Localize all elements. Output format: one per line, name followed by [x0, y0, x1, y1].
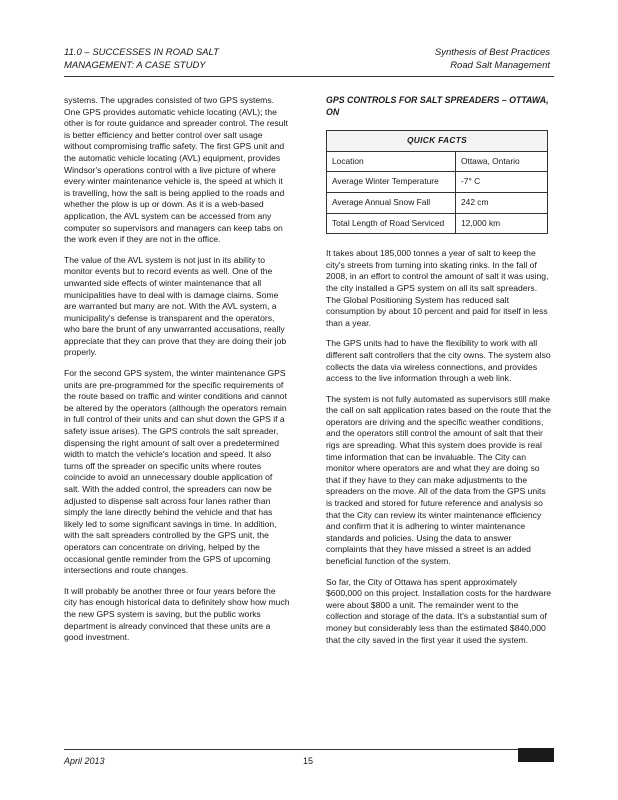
fact-label: Average Winter Temperature — [327, 172, 456, 193]
table-row — [327, 172, 548, 193]
footer-date: April 2013 — [64, 756, 105, 766]
header-left-line1: 11.0 – SUCCESSES IN ROAD SALT — [64, 47, 219, 58]
header-left — [64, 46, 219, 72]
header-right — [435, 46, 550, 72]
fact-value: -7° C — [456, 172, 548, 193]
header-left-line2: MANAGEMENT: A CASE STUDY — [64, 60, 206, 71]
left-column — [64, 95, 290, 653]
fact-value: 12,000 km — [456, 213, 548, 234]
fact-label: Location — [327, 151, 456, 172]
body-paragraph: For the second GPS system, the winter maintenance GPS units are pre-programmed for the specific requirements of the route based on traffic and winter conditions and cannot be altered by the operators (although the operators remain in full control of their units and can shut down the GPS if a safety issue arises). The GPS controls the salt spreader, dispensing the right amount of salt over a predetermined width to match the vehicle's location and speed. It also turns off the spreader on specific units where routes coincide to avoid an unnecessary double application of salt. With the added control, the spreaders can now be adjusted to dispense salt across four lanes rather than simply the lane directly behind the vehicle and that has likely led to some significant savings in time. In addition, with the salt spreaders controlled by the GPS unit, the operators can concentrate on driving, helped by the occasional gentle reminder from the GPS of upcoming intersections and route changes. — [64, 368, 287, 576]
fact-value: Ottawa, Ontario — [456, 151, 548, 172]
body-paragraph: It takes about 185,000 tonnes a year of salt to keep the city's streets from turning into skating rinks. In the fall of 2008, in an effort to control the amount of salt it was using, the city installed a GPS system on all its salt spreaders. The Global Positioning System has reduced salt consumption by about 10 percent and paid for itself in less than a year. — [326, 248, 549, 328]
body-paragraph: systems. The upgrades consisted of two GPS systems. One GPS provides automatic vehicle locating (AVL); the other is for route guidance and spreader control. The result is better efficiency and better control over salt usage without compromising traffic safety. The first GPS unit and the automatic vehicle locating (AVL) equipment, provides Windsor's operations control with a live picture of where every winter maintenance vehicle is, the speed at which it is travelling, how the salt is being applied to the roads and whether the plow is up or down. As it is a web-based application, the AVL system can be accessed from any computer so supervisors and managers can keep tabs on the work even if they are not in the office. — [64, 95, 288, 245]
header-right-line2: Road Salt Management — [450, 60, 550, 71]
table-row — [327, 213, 548, 234]
section-title: GPS CONTROLS FOR SALT SPREADERS – OTTAWA, ON — [326, 95, 549, 117]
fact-label: Average Annual Snow Fall — [327, 192, 456, 213]
right-column — [326, 95, 554, 655]
quick-facts-heading: QUICK FACTS — [327, 131, 548, 152]
header-right-line1: Synthesis of Best Practices — [434, 47, 550, 58]
fact-label: Total Length of Road Serviced — [327, 213, 456, 234]
body-paragraph: The system is not fully automated as supervisors still make the call on salt application rates based on the route that the operators are driving and the specific weather conditions, and the operators still control the amount of salt that their rigs are spreading. What this system does provide is real time information that can be invaluable. The City can monitor where operators are and what they are doing so that if they have to they can make adjustments to the spreaders on the move. All of the data from the GPS units is tracked and stored for future reference and analysis so that the City can review its winter maintenance efficiency and confirm that it is adhering to winter maintenance standards and policies. Using the data to answer complaints that they have missed a street is an added beneficial function of the system. — [326, 393, 552, 566]
body-paragraph: The value of the AVL system is not just in its ability to monitor events but to record events as well. One of the unwanted side effects of winter maintenance that all municipalities have to deal with is damage claims. Some are warranted but many are not. With the AVL system, a municipality's defense is transparent and the operators, who bare the brunt of any unwarranted accusations, really appreciate that they can prove that they are doing their job properly. — [64, 254, 287, 358]
body-paragraph: The GPS units had to have the flexibility to work with all different salt controllers that the city owns. The system also collects the data via wireless connections, and provides access to the live information through a web link. — [326, 338, 551, 384]
header-divider — [64, 76, 554, 77]
table-row — [327, 192, 548, 213]
fact-value: 242 cm — [456, 192, 548, 213]
body-paragraph: It will probably be another three or four years before the city has enough historical data to definitely show how much the new GPS system is saving, but the public works department is already convinced that these units are a good investment. — [64, 585, 290, 643]
page-number: 15 — [303, 756, 314, 766]
table-row — [327, 151, 548, 172]
footer-divider — [64, 749, 554, 750]
quick-facts-table — [326, 130, 548, 234]
body-paragraph: So far, the City of Ottawa has spent approximately $600,000 on this project. Installation costs for the hardware were about $800 a unit. The remainder went to the collection and storage of the data. It's a substantial sum of money but considerably less than the estimated $840,000 that the city saved in the first year it used the system. — [326, 576, 552, 645]
footer-decorative-block — [518, 748, 554, 762]
